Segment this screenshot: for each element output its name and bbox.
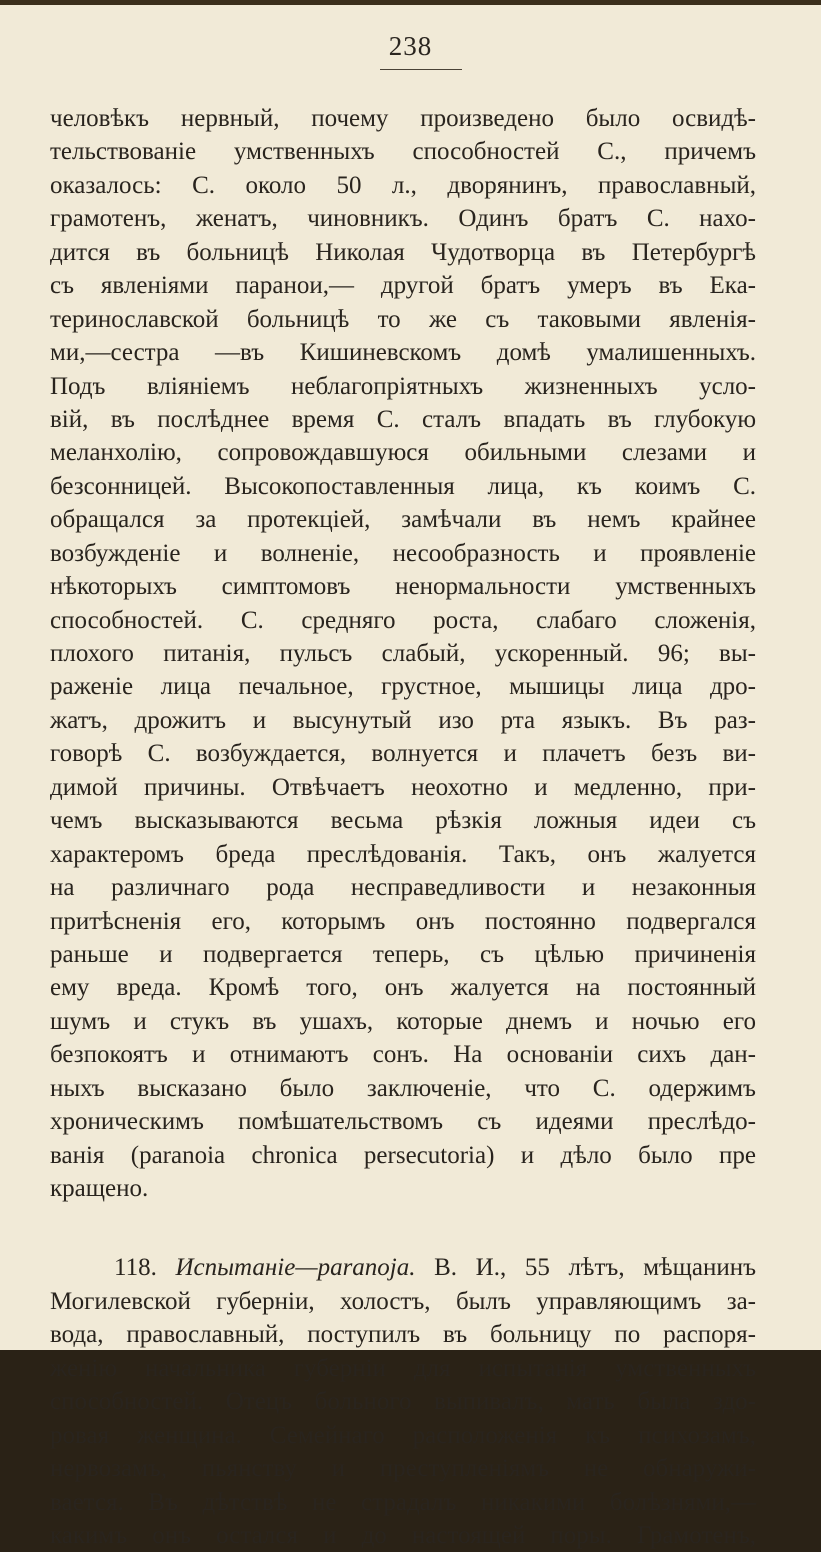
- text-line: [50, 1251, 756, 1284]
- page-number-underline: [380, 69, 462, 70]
- text-line: безсонницей. Высокопоставленныя лица, къ коимъ С.: [50, 472, 756, 500]
- text-line: жатъ, дрожитъ и высунутый изо рта языкъ. Въ раз-: [50, 706, 756, 734]
- text-line: раженіе лица печальное, грустное, мышицы лица дро-: [50, 673, 756, 701]
- text-line: раньше и подвергается теперь, съ цѣлью причиненія: [50, 940, 756, 968]
- text-line: какимъ онъ остался и до настоящей поры. Грамотенъ,: [50, 1521, 756, 1549]
- text-line: вода, православный, поступилъ въ больницу по распоря-: [50, 1321, 756, 1349]
- text-line: притѣсненія его, которымъ онъ постоянно подвергался: [50, 907, 756, 935]
- text-line: ми,—сестра —въ Кишиневскомъ домѣ умалишенныхъ.: [50, 339, 756, 367]
- text-line: на различнаго рода несправедливости и незаконныя: [50, 874, 756, 902]
- text-line: говорѣ С. возбуждается, волнуется и плачетъ безъ ви-: [50, 740, 756, 768]
- text-line: ровая женщина. Семейнаго расположенія къ психозамъ,: [50, 1421, 756, 1449]
- page-number: 238: [388, 31, 433, 61]
- text-line: тельствованіе умственныхъ способностей С., причемъ: [50, 138, 756, 166]
- paragraph-gap: [50, 1205, 756, 1251]
- text-line: вается. Въ дѣтствѣ не страдалъ никакими болѣзнями,—: [50, 1488, 756, 1516]
- text-line: женію начальника губерніи для испытанія умственныхъ: [50, 1354, 756, 1382]
- case-heading: Испытаніе—paranoja.: [175, 1254, 416, 1282]
- case-118-body: [50, 1285, 756, 1552]
- text-line: шумъ и стукъ въ ушахъ, которые днемъ и ночью его: [50, 1007, 756, 1035]
- text-line: безпокоятъ и отнимаютъ сонъ. На основаніи сихъ дан-: [50, 1041, 756, 1069]
- text-line: кращено.: [50, 1175, 149, 1202]
- paragraph-case-118: [50, 1251, 756, 1552]
- case-number: 118.: [114, 1254, 157, 1282]
- text-line: меланхолію, сопровождавшуюся обильными слезами и: [50, 439, 756, 467]
- text-line: ныхъ высказано было заключеніе, что С. одержимъ: [50, 1074, 756, 1102]
- text-line: грамотенъ, женатъ, чиновникъ. Одинъ братъ С. нахо-: [50, 205, 756, 233]
- text-line: теринославской больницѣ то же съ таковыми явленія-: [50, 305, 756, 333]
- text-line: Подъ вліяніемъ неблагопріятныхъ жизненныхъ усло-: [50, 372, 756, 400]
- text-line: возбужденіе и волненіе, несообразность и проявленіе: [50, 539, 756, 567]
- text-line: чемъ высказываются весьма рѣзкія ложныя идеи съ: [50, 807, 756, 835]
- paragraph-case-117-continued: [50, 102, 756, 1205]
- text-line: способностей. С. средняго роста, слабаго сложенія,: [50, 606, 756, 634]
- text-line: ванія (paranoia chronica persecutoria) и дѣло было пре: [50, 1141, 756, 1169]
- text-line: способностей. Отецъ больного выпивалъ, мать была здо-: [50, 1388, 756, 1416]
- page-text: [50, 102, 756, 1552]
- text-line: хроническимъ помѣшательствомъ съ идеями преслѣдо-: [50, 1108, 756, 1136]
- text-line: ему вреда. Кромѣ того, онъ жалуется на постоянный: [50, 974, 756, 1002]
- text-line: димой причины. Отвѣчаетъ неохотно и медленно, при-: [50, 773, 756, 801]
- text-line: плохого питанія, пульсъ слабый, ускоренный. 96; вы-: [50, 640, 756, 667]
- text-line: дится въ больницѣ Николая Чудотворца въ Петербургѣ: [50, 238, 756, 266]
- text-line: съ явленіями паранои,— другой братъ умеръ въ Ека-: [50, 272, 756, 300]
- text-line: характеромъ бреда преслѣдованія. Такъ, онъ жалуется: [50, 840, 756, 868]
- text-line: вій, въ послѣднее время С. сталъ впадать въ глубокую: [50, 405, 756, 433]
- text-line: человѣкъ нервный, почему произведено было освидѣ-: [50, 105, 756, 132]
- case-intro: В. И., 55 лѣтъ, мѣщанинъ: [434, 1254, 757, 1282]
- text-line: Могилевской губерніи, холостъ, былъ управляющимъ за-: [50, 1287, 756, 1315]
- text-line: обращался за протекціей, замѣчали въ немъ крайнее: [50, 506, 756, 534]
- text-line: нервозамъ, пьянству и преступленіямъ не обнаружи-: [50, 1455, 756, 1483]
- text-line: нѣкоторыхъ симптомовъ ненормальности умственныхъ: [50, 573, 756, 601]
- text-line: оказалось: С. около 50 л., дворянинъ, православный,: [50, 171, 756, 199]
